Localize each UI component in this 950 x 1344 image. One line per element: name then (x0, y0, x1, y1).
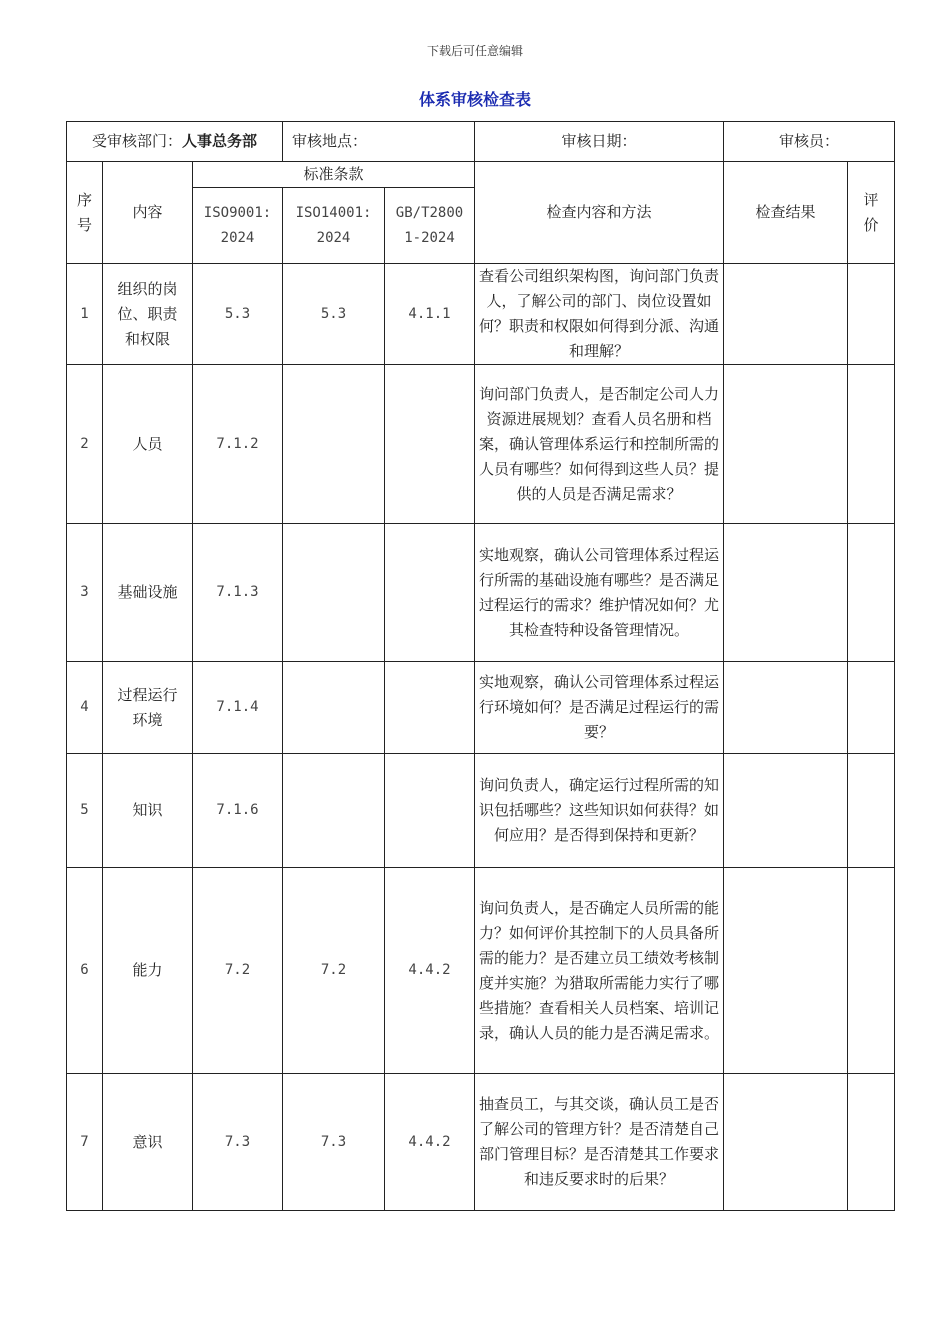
row-check-result (724, 662, 848, 754)
row-seq: 1 (67, 264, 103, 365)
audit-checklist-table (66, 121, 895, 1211)
row-gb-clause (385, 524, 475, 662)
page-title: 体系审核检查表 (418, 90, 531, 109)
row-seq: 2 (67, 365, 103, 524)
row-iso14001-clause: 7.2 (283, 868, 385, 1074)
row-iso9001-clause: 7.1.3 (193, 524, 283, 662)
row-rating (848, 365, 895, 524)
location-label: 审核地点： (292, 132, 368, 150)
row-iso9001-clause: 7.1.4 (193, 662, 283, 754)
row-seq: 6 (67, 868, 103, 1074)
row-rating (848, 754, 895, 868)
row-rating (848, 524, 895, 662)
method-column-header: 检查内容和方法 (475, 162, 724, 264)
row-iso14001-clause: 5.3 (283, 264, 385, 365)
row-content: 意识 (103, 1074, 193, 1211)
audit-date-cell (475, 122, 724, 162)
row-check-result (724, 524, 848, 662)
row-rating (848, 264, 895, 365)
row-gb-clause: 4.1.1 (385, 264, 475, 365)
row-check-method: 查看公司组织架构图，询问部门负责人，了解公司的部门、岗位设置如何？职责和权限如何得到分派、沟通和理解？ (475, 264, 724, 365)
row-gb-clause (385, 662, 475, 754)
standard-clause-header: 标准条款 (193, 162, 475, 188)
row-gb-clause: 4.4.2 (385, 868, 475, 1074)
row-iso14001-clause (283, 662, 385, 754)
row-check-result (724, 1074, 848, 1211)
row-rating (848, 1074, 895, 1211)
row-seq: 5 (67, 754, 103, 868)
dept-label: 受审核部门： (91, 132, 182, 150)
dept-value: 人事总务部 (182, 132, 258, 150)
row-iso9001-clause: 5.3 (193, 264, 283, 365)
row-check-result (724, 365, 848, 524)
row-check-result (724, 264, 848, 365)
audit-location-cell (283, 122, 475, 162)
row-rating (848, 662, 895, 754)
row-content: 知识 (103, 754, 193, 868)
table-row (67, 524, 895, 662)
top-note: 下载后可任意编辑 (426, 44, 523, 58)
row-seq: 7 (67, 1074, 103, 1211)
row-iso14001-clause: 7.3 (283, 1074, 385, 1211)
table-row (67, 365, 895, 524)
header-row (67, 122, 895, 162)
audited-department-cell (67, 122, 283, 162)
row-check-method: 询问负责人，是否确定人员所需的能力？如何评价其控制下的人员具备所需的能力？是否建立员工绩效考核制度并实施？为猎取所需能力实行了哪些措施？查看相关人员档案、培训记录，确认人员的能力是否满足需求。 (475, 868, 724, 1074)
row-check-method: 实地观察，确认公司管理体系过程运行所需的基础设施有哪些？是否满足过程运行的需求？维护情况如何？尤其检查特种设备管理情况。 (475, 524, 724, 662)
row-rating (848, 868, 895, 1074)
row-check-method: 询问部门负责人，是否制定公司人力资源进展规划？查看人员名册和档案，确认管理体系运行和控制所需的人员有哪些？如何得到这些人员？提供的人员是否满足需求？ (475, 365, 724, 524)
row-iso14001-clause (283, 754, 385, 868)
table-row (67, 662, 895, 754)
row-content: 过程运行环境 (103, 662, 193, 754)
row-content: 基础设施 (103, 524, 193, 662)
iso9001-column-header: ISO9001:2024 (193, 188, 283, 264)
row-gb-clause: 4.4.2 (385, 1074, 475, 1211)
row-check-result (724, 754, 848, 868)
row-check-method: 实地观察，确认公司管理体系过程运行环境如何？是否满足过程运行的需要？ (475, 662, 724, 754)
row-iso9001-clause: 7.2 (193, 868, 283, 1074)
date-label: 审核日期： (561, 132, 637, 150)
gb-column-header: GB/T28001-2024 (385, 188, 475, 264)
row-iso9001-clause: 7.1.2 (193, 365, 283, 524)
row-iso14001-clause (283, 524, 385, 662)
content-column-header: 内容 (103, 162, 193, 264)
auditor-label: 审核员： (779, 132, 840, 150)
row-check-method: 询问负责人，确定运行过程所需的知识包括哪些？这些知识如何获得？如何应用？是否得到保持和更新？ (475, 754, 724, 868)
row-iso9001-clause: 7.3 (193, 1074, 283, 1211)
table-row (67, 1074, 895, 1211)
row-content: 组织的岗位、职责和权限 (103, 264, 193, 365)
table-row (67, 868, 895, 1074)
row-gb-clause (385, 365, 475, 524)
row-iso14001-clause (283, 365, 385, 524)
row-content: 能力 (103, 868, 193, 1074)
row-check-method: 抽查员工，与其交谈，确认员工是否了解公司的管理方针？是否清楚自己部门管理目标？是否清楚其工作要求和违反要求时的后果？ (475, 1074, 724, 1211)
auditor-cell (724, 122, 895, 162)
row-iso9001-clause: 7.1.6 (193, 754, 283, 868)
row-check-result (724, 868, 848, 1074)
rating-column-header: 评价 (848, 162, 895, 264)
iso14001-column-header: ISO14001:2024 (283, 188, 385, 264)
table-row (67, 264, 895, 365)
seq-column-header: 序号 (67, 162, 103, 264)
column-header-row (67, 162, 895, 188)
row-gb-clause (385, 754, 475, 868)
table-row (67, 754, 895, 868)
result-column-header: 检查结果 (724, 162, 848, 264)
row-seq: 4 (67, 662, 103, 754)
row-content: 人员 (103, 365, 193, 524)
row-seq: 3 (67, 524, 103, 662)
